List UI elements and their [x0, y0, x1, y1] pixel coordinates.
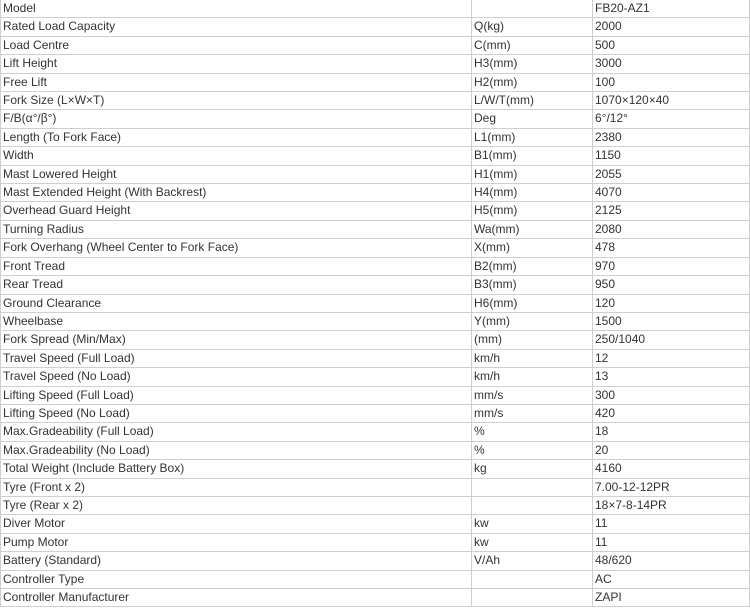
spec-value: 20: [593, 441, 750, 459]
table-row: [1, 423, 750, 441]
table-row: [1, 36, 750, 54]
table-row: [1, 404, 750, 422]
spec-unit: (mm): [472, 331, 593, 349]
table-row: [1, 386, 750, 404]
spec-unit: L/W/T(mm): [472, 92, 593, 110]
spec-value: 13: [593, 368, 750, 386]
table-row: [1, 515, 750, 533]
spec-label: Fork Size (L×W×T): [1, 92, 472, 110]
spec-label: Free Lift: [1, 73, 472, 91]
spec-label: Battery (Standard): [1, 552, 472, 570]
spec-unit: kg: [472, 460, 593, 478]
spec-unit: kw: [472, 515, 593, 533]
spec-label: Length (To Fork Face): [1, 128, 472, 146]
table-row: [1, 478, 750, 496]
spec-value: 1500: [593, 312, 750, 330]
spec-value: AC: [593, 570, 750, 588]
spec-label: Overhead Guard Height: [1, 202, 472, 220]
spec-unit: mm/s: [472, 386, 593, 404]
spec-unit: Y(mm): [472, 312, 593, 330]
table-row: [1, 92, 750, 110]
spec-label: Mast Lowered Height: [1, 165, 472, 183]
table-row: [1, 570, 750, 588]
table-row: [1, 165, 750, 183]
spec-unit: B2(mm): [472, 257, 593, 275]
spec-value: 2000: [593, 18, 750, 36]
spec-label: Wheelbase: [1, 312, 472, 330]
spec-value: 11: [593, 533, 750, 551]
table-row: [1, 55, 750, 73]
spec-label: Fork Overhang (Wheel Center to Fork Face): [1, 239, 472, 257]
spec-label: Lifting Speed (Full Load): [1, 386, 472, 404]
spec-unit: mm/s: [472, 404, 593, 422]
spec-label: Total Weight (Include Battery Box): [1, 460, 472, 478]
spec-unit: [472, 570, 593, 588]
table-row: [1, 368, 750, 386]
table-header-row: [1, 0, 750, 18]
spec-label: Front Tread: [1, 257, 472, 275]
spec-unit: V/Ah: [472, 552, 593, 570]
spec-value: 7.00-12-12PR: [593, 478, 750, 496]
spec-value: 48/620: [593, 552, 750, 570]
table-row: [1, 294, 750, 312]
table-row: [1, 110, 750, 128]
spec-unit: km/h: [472, 368, 593, 386]
header-unit: [472, 0, 593, 18]
spec-label: Rated Load Capacity: [1, 18, 472, 36]
table-row: [1, 589, 750, 607]
table-row: [1, 18, 750, 36]
table-row: [1, 202, 750, 220]
spec-value: 18: [593, 423, 750, 441]
spec-unit: H2(mm): [472, 73, 593, 91]
spec-value: 18×7-8-14PR: [593, 496, 750, 514]
spec-unit: H1(mm): [472, 165, 593, 183]
spec-value: 4070: [593, 184, 750, 202]
spec-value: 2080: [593, 220, 750, 238]
spec-value: 100: [593, 73, 750, 91]
table-row: [1, 533, 750, 551]
spec-unit: H3(mm): [472, 55, 593, 73]
spec-unit: B3(mm): [472, 276, 593, 294]
spec-unit: %: [472, 441, 593, 459]
spec-table-body: [1, 0, 750, 607]
spec-label: Mast Extended Height (With Backrest): [1, 184, 472, 202]
spec-unit: [472, 496, 593, 514]
spec-value: 300: [593, 386, 750, 404]
table-row: [1, 460, 750, 478]
spec-label: Travel Speed (No Load): [1, 368, 472, 386]
spec-value: 3000: [593, 55, 750, 73]
spec-label: Controller Type: [1, 570, 472, 588]
spec-unit: C(mm): [472, 36, 593, 54]
spec-unit: Q(kg): [472, 18, 593, 36]
spec-value: 4160: [593, 460, 750, 478]
spec-label: Rear Tread: [1, 276, 472, 294]
spec-label: Max.Gradeability (Full Load): [1, 423, 472, 441]
spec-unit: H5(mm): [472, 202, 593, 220]
spec-label: Controller Manufacturer: [1, 589, 472, 607]
spec-label: Max.Gradeability (No Load): [1, 441, 472, 459]
spec-value: ZAPI: [593, 589, 750, 607]
spec-unit: H4(mm): [472, 184, 593, 202]
spec-label: Tyre (Front x 2): [1, 478, 472, 496]
spec-value: 120: [593, 294, 750, 312]
spec-value: 478: [593, 239, 750, 257]
spec-value: 950: [593, 276, 750, 294]
spec-value: 420: [593, 404, 750, 422]
spec-label: Travel Speed (Full Load): [1, 349, 472, 367]
table-row: [1, 257, 750, 275]
spec-value: 1150: [593, 147, 750, 165]
spec-value: 12: [593, 349, 750, 367]
table-row: [1, 441, 750, 459]
header-label: Model: [1, 0, 472, 18]
spec-label: F/B(α°/β°): [1, 110, 472, 128]
table-row: [1, 73, 750, 91]
spec-value: 11: [593, 515, 750, 533]
table-row: [1, 128, 750, 146]
spec-value: 970: [593, 257, 750, 275]
spec-unit: [472, 478, 593, 496]
spec-value: 1070×120×40: [593, 92, 750, 110]
spec-unit: km/h: [472, 349, 593, 367]
table-row: [1, 552, 750, 570]
spec-unit: %: [472, 423, 593, 441]
spec-unit: Wa(mm): [472, 220, 593, 238]
spec-label: Ground Clearance: [1, 294, 472, 312]
spec-label: Lifting Speed (No Load): [1, 404, 472, 422]
spec-label: Tyre (Rear x 2): [1, 496, 472, 514]
header-value: FB20-AZ1: [593, 0, 750, 18]
table-row: [1, 184, 750, 202]
spec-unit: kw: [472, 533, 593, 551]
spec-unit: [472, 589, 593, 607]
spec-value: 2055: [593, 165, 750, 183]
spec-value: 6°/12°: [593, 110, 750, 128]
spec-label: Width: [1, 147, 472, 165]
table-row: [1, 331, 750, 349]
table-row: [1, 239, 750, 257]
spec-value: 500: [593, 36, 750, 54]
spec-label: Pump Motor: [1, 533, 472, 551]
spec-unit: X(mm): [472, 239, 593, 257]
spec-label: Turning Radius: [1, 220, 472, 238]
spec-label: Lift Height: [1, 55, 472, 73]
spec-value: 2125: [593, 202, 750, 220]
table-row: [1, 496, 750, 514]
spec-value: 250/1040: [593, 331, 750, 349]
table-row: [1, 276, 750, 294]
spec-value: 2380: [593, 128, 750, 146]
table-row: [1, 349, 750, 367]
table-row: [1, 312, 750, 330]
spec-unit: L1(mm): [472, 128, 593, 146]
spec-unit: H6(mm): [472, 294, 593, 312]
spec-label: Diver Motor: [1, 515, 472, 533]
spec-unit: Deg: [472, 110, 593, 128]
spec-label: Fork Spread (Min/Max): [1, 331, 472, 349]
table-row: [1, 147, 750, 165]
spec-label: Load Centre: [1, 36, 472, 54]
table-row: [1, 220, 750, 238]
spec-unit: B1(mm): [472, 147, 593, 165]
